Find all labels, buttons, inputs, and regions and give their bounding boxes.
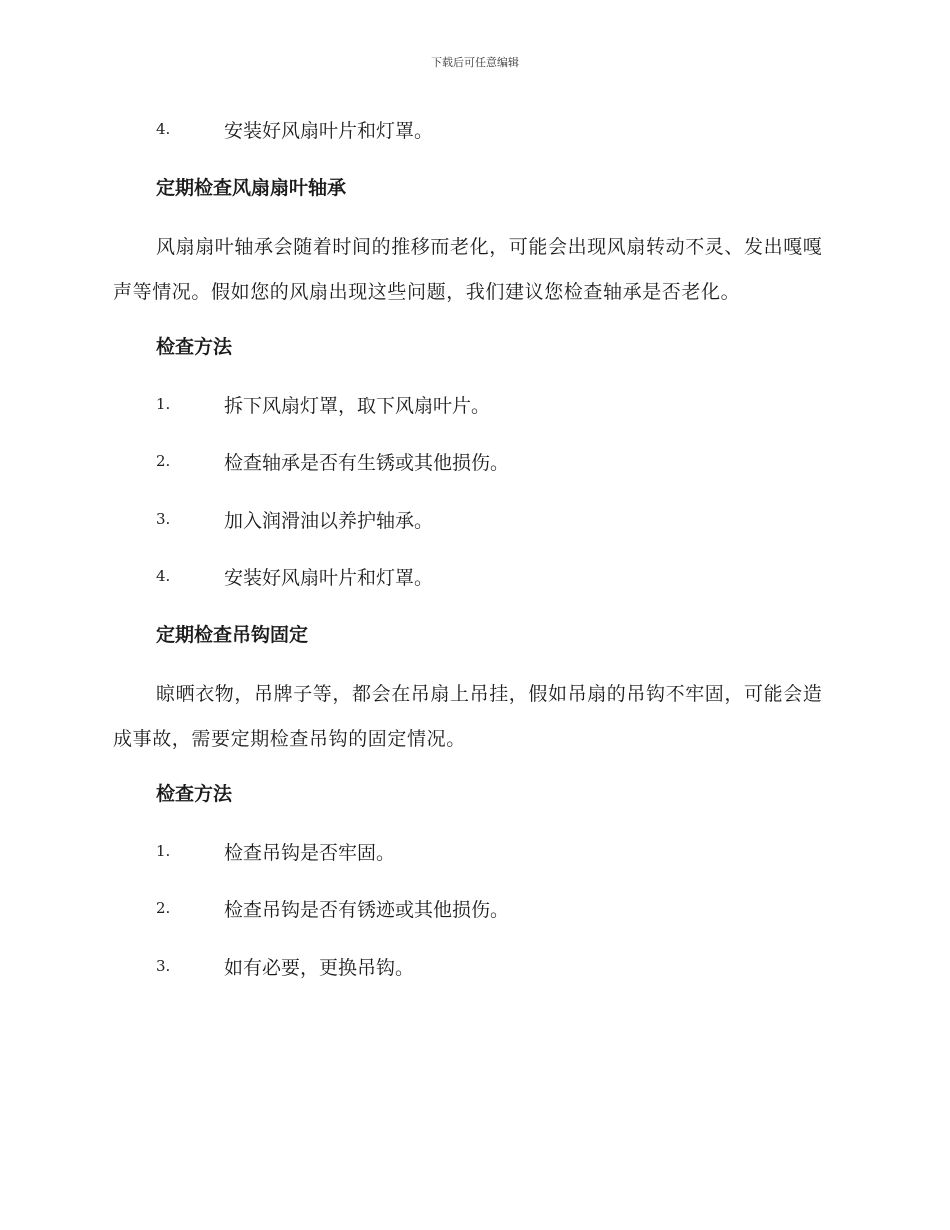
list-item-text: 检查吊钩是否有锈迹或其他损伤。 <box>224 899 510 921</box>
list-item-text: 检查吊钩是否牢固。 <box>224 841 396 864</box>
list-item <box>113 557 833 597</box>
list-item <box>113 832 833 872</box>
section-heading-bearing: 定期检查风扇扇叶轴承 <box>156 176 347 199</box>
section-paragraph-bearing: 风扇扇叶轴承会随着时间的推移而老化，可能会出现风扇转动不灵、发出嘎嘎声等情况。假如您的风扇出现这些问题，我们建议您检查轴承是否老化。 <box>113 236 823 303</box>
list-item <box>113 110 833 150</box>
list-item <box>113 385 833 425</box>
method-heading-bearing: 检查方法 <box>156 336 233 358</box>
list-item-text: 拆下风扇灯罩，取下风扇叶片。 <box>224 394 491 417</box>
section-paragraph-hook: 晾晒衣物，吊牌子等，都会在吊扇上吊挂，假如吊扇的吊钩不牢固，可能会造成事故，需要定期检查吊钩的固定情况。 <box>113 683 823 750</box>
page-header: 下载后可任意编辑 <box>431 56 519 69</box>
list-item <box>113 947 833 987</box>
list-item-text: 安装好风扇叶片和灯罩。 <box>224 567 434 589</box>
list-number: 3. <box>156 509 171 528</box>
list-number: 2. <box>156 452 171 470</box>
list-item-text: 检查轴承是否有生锈或其他损伤。 <box>224 452 510 474</box>
document-body <box>113 110 833 1004</box>
method-heading-hook: 检查方法 <box>156 783 233 805</box>
list-number: 3. <box>156 956 171 975</box>
list-item-text: 加入润滑油以养护轴承。 <box>224 509 434 532</box>
list-number: 1. <box>156 841 171 860</box>
list-number: 1. <box>156 394 171 413</box>
list-number: 4. <box>156 120 171 138</box>
list-item <box>113 442 833 482</box>
list-item-text: 如有必要，更换吊钩。 <box>224 956 415 979</box>
section-heading-hook: 定期检查吊钩固定 <box>156 623 309 646</box>
list-item-text: 安装好风扇叶片和灯罩。 <box>224 120 434 142</box>
list-item <box>113 889 833 929</box>
list-number: 4. <box>156 567 171 585</box>
list-number: 2. <box>156 899 171 917</box>
list-item <box>113 500 833 540</box>
